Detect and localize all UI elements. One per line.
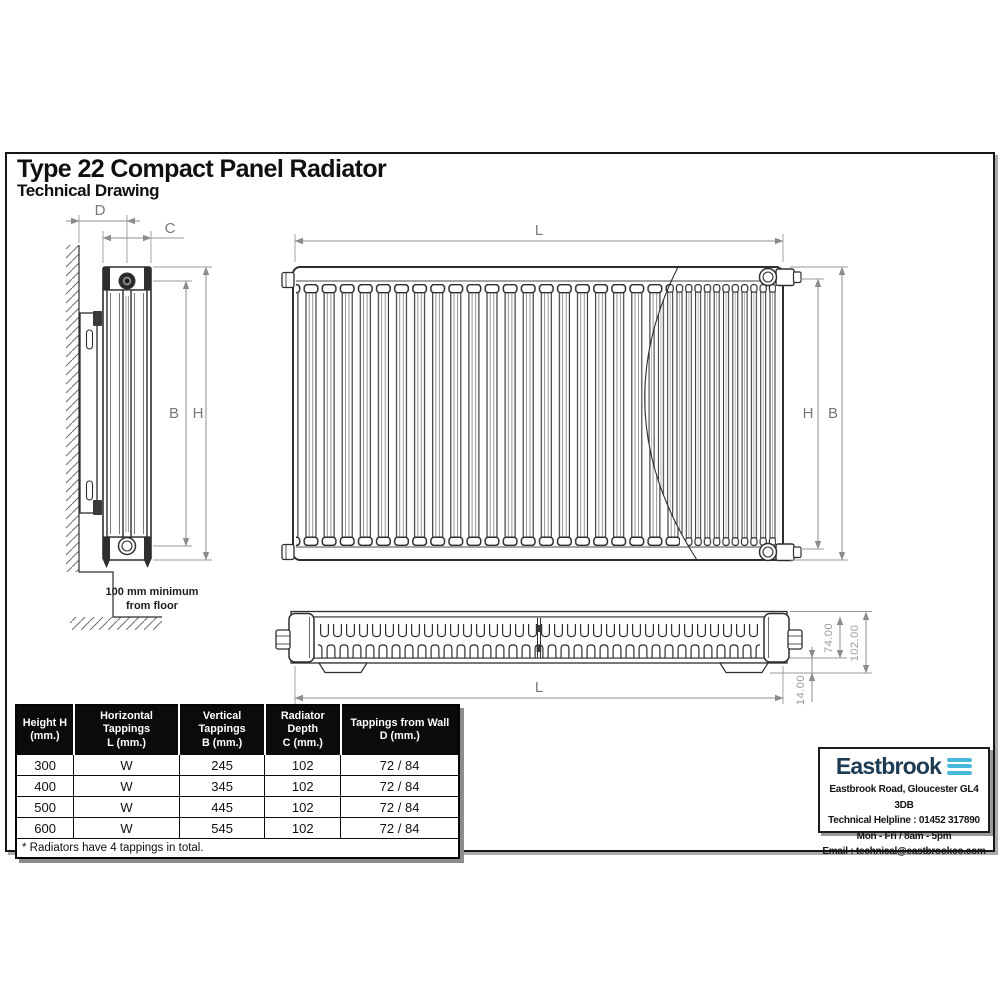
dim-label-14: 14.00	[795, 674, 807, 706]
dim-label-l-front: L	[534, 222, 544, 239]
header-radiator-depth: Radiator Depth C (mm.)	[265, 705, 341, 755]
wall-bracket	[80, 311, 102, 515]
table-footnote: * Radiators have 4 tappings in total.	[16, 839, 459, 859]
table-cell: 600	[16, 818, 74, 839]
table-cell: W	[74, 755, 180, 776]
company-email: Email : technical@eastbrookco.com	[822, 846, 986, 857]
dim-label-c: C	[164, 220, 176, 237]
dim-label-b-front: B	[827, 405, 839, 422]
dim-label-l-plan: L	[534, 679, 544, 696]
title-block	[17, 156, 386, 201]
footnote-row	[16, 839, 459, 859]
table-cell: W	[74, 776, 180, 797]
floor-clearance-note-line2: from floor	[126, 600, 178, 612]
dim-label-h-front: H	[802, 405, 814, 422]
table-cell: 72 / 84	[341, 755, 459, 776]
bottom-tapping-valve	[119, 538, 136, 555]
top-tapping-valve	[119, 273, 136, 290]
spec-table	[15, 704, 460, 859]
radiator-side-profile	[103, 267, 151, 568]
company-info-box	[818, 747, 990, 857]
table-row	[16, 755, 459, 776]
dim-label-d: D	[94, 202, 106, 219]
table-row	[16, 776, 459, 797]
table-cell: 72 / 84	[341, 797, 459, 818]
page-subtitle: Technical Drawing	[17, 181, 160, 201]
table-cell: 245	[179, 755, 265, 776]
table-cell: 500	[16, 797, 74, 818]
page-title: Type 22 Compact Panel Radiator	[17, 155, 387, 183]
header-vertical-tappings: Vertical Tappings B (mm.)	[179, 705, 265, 755]
table-cell: 102	[265, 818, 341, 839]
side-view-drawing	[66, 202, 212, 630]
table-cell: 345	[179, 776, 265, 797]
table-cell: 72 / 84	[341, 818, 459, 839]
company-helpline: Technical Helpline : 01452 317890	[828, 815, 980, 826]
header-height: Height H (mm.)	[16, 705, 74, 755]
table-cell: 72 / 84	[341, 776, 459, 797]
spec-table-header-row	[16, 705, 459, 755]
header-tappings-from-wall: Tappings from Wall D (mm.)	[341, 705, 459, 755]
table-cell: 445	[179, 797, 265, 818]
dim-label-102: 102.00	[849, 624, 861, 662]
dim-label-b-side: B	[168, 405, 180, 422]
plan-body	[276, 612, 802, 673]
table-cell: 545	[179, 818, 265, 839]
table-cell: 102	[265, 797, 341, 818]
table-cell: 102	[265, 755, 341, 776]
table-cell: 300	[16, 755, 74, 776]
table-row	[16, 797, 459, 818]
plan-view-drawing	[276, 612, 872, 706]
eastbrook-waves-icon	[947, 757, 972, 777]
company-address: Eastbrook Road, Gloucester GL4 3DB	[829, 784, 979, 811]
company-contact-lines	[820, 782, 988, 860]
front-panel-fins	[296, 284, 680, 546]
table-cell: 102	[265, 776, 341, 797]
wall-mounting-brackets	[319, 663, 768, 673]
table-cell: 400	[16, 776, 74, 797]
dim-label-74: 74.00	[823, 622, 835, 654]
table-row	[16, 818, 459, 839]
front-view-drawing	[282, 222, 848, 561]
company-hours: Mon - Fri / 8am - 5pm	[856, 830, 952, 842]
table-cell: W	[74, 797, 180, 818]
header-horizontal-tappings: Horizontal Tappings L (mm.)	[74, 705, 180, 755]
table-cell: W	[74, 818, 180, 839]
brand-logo	[820, 753, 988, 780]
floor-clearance-note-line1: 100 mm minimum	[105, 586, 199, 598]
brand-name: Eastbrook	[835, 753, 942, 779]
dim-label-h-side: H	[192, 405, 204, 422]
